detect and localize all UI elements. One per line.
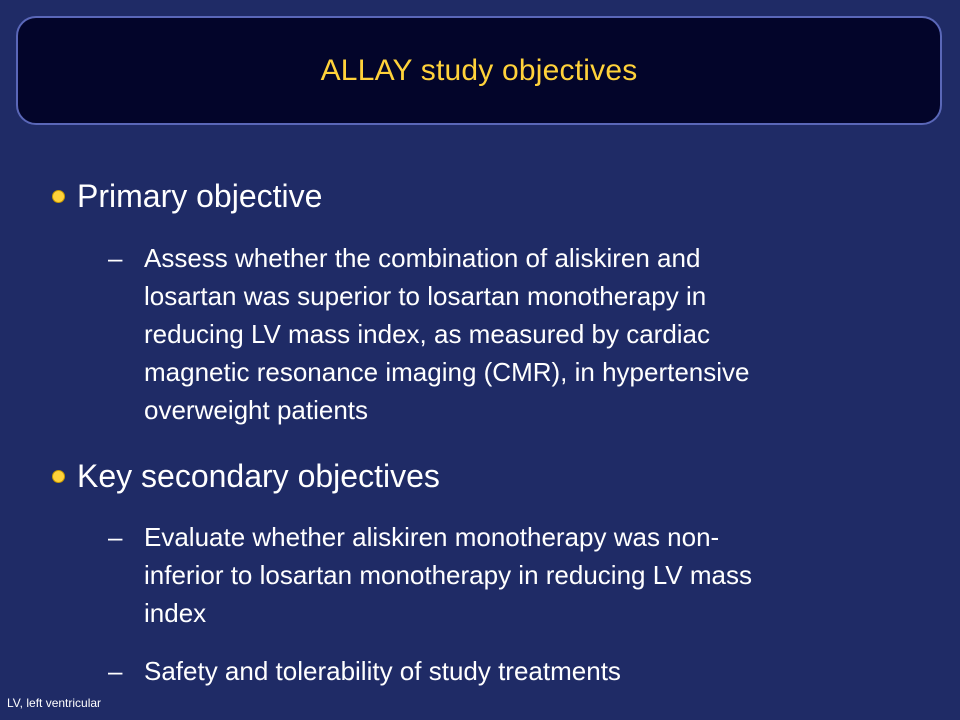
bullet-dot-icon — [52, 190, 65, 203]
dash-icon: – — [108, 243, 123, 273]
secondary-objective-text-2 — [144, 652, 868, 690]
primary-objective-text — [144, 239, 868, 429]
secondary-objective-text-1 — [144, 518, 868, 632]
primary-objective-heading: Primary objective — [77, 178, 323, 214]
dash-icon: – — [108, 656, 123, 686]
text-line: magnetic resonance imaging (CMR), in hypertensive — [144, 357, 750, 387]
bullet-primary-objective — [52, 178, 322, 215]
bullet-secondary-objectives — [52, 458, 440, 495]
text-line: index — [144, 598, 207, 628]
secondary-objective-item-2 — [108, 652, 868, 690]
text-line: overweight patients — [144, 395, 369, 425]
secondary-objectives-heading: Key secondary objectives — [77, 458, 440, 494]
dash-icon: – — [108, 522, 123, 552]
text-line: Assess whether the combination of aliskiren and — [144, 243, 701, 273]
text-line: inferior to losartan monotherapy in reducing LV mass — [144, 560, 752, 590]
footnote: LV, left ventricular — [7, 696, 102, 710]
primary-objective-item — [108, 239, 868, 429]
bullet-dot-icon — [52, 470, 65, 483]
secondary-objective-item-1 — [108, 518, 868, 632]
text-line: Safety and tolerability of study treatments — [144, 656, 621, 686]
text-line: Evaluate whether aliskiren monotherapy was non- — [144, 522, 720, 552]
text-line: reducing LV mass index, as measured by cardiac — [144, 319, 711, 349]
text-line: losartan was superior to losartan monotherapy in — [144, 281, 707, 311]
slide-title: ALLAY study objectives — [320, 53, 638, 87]
